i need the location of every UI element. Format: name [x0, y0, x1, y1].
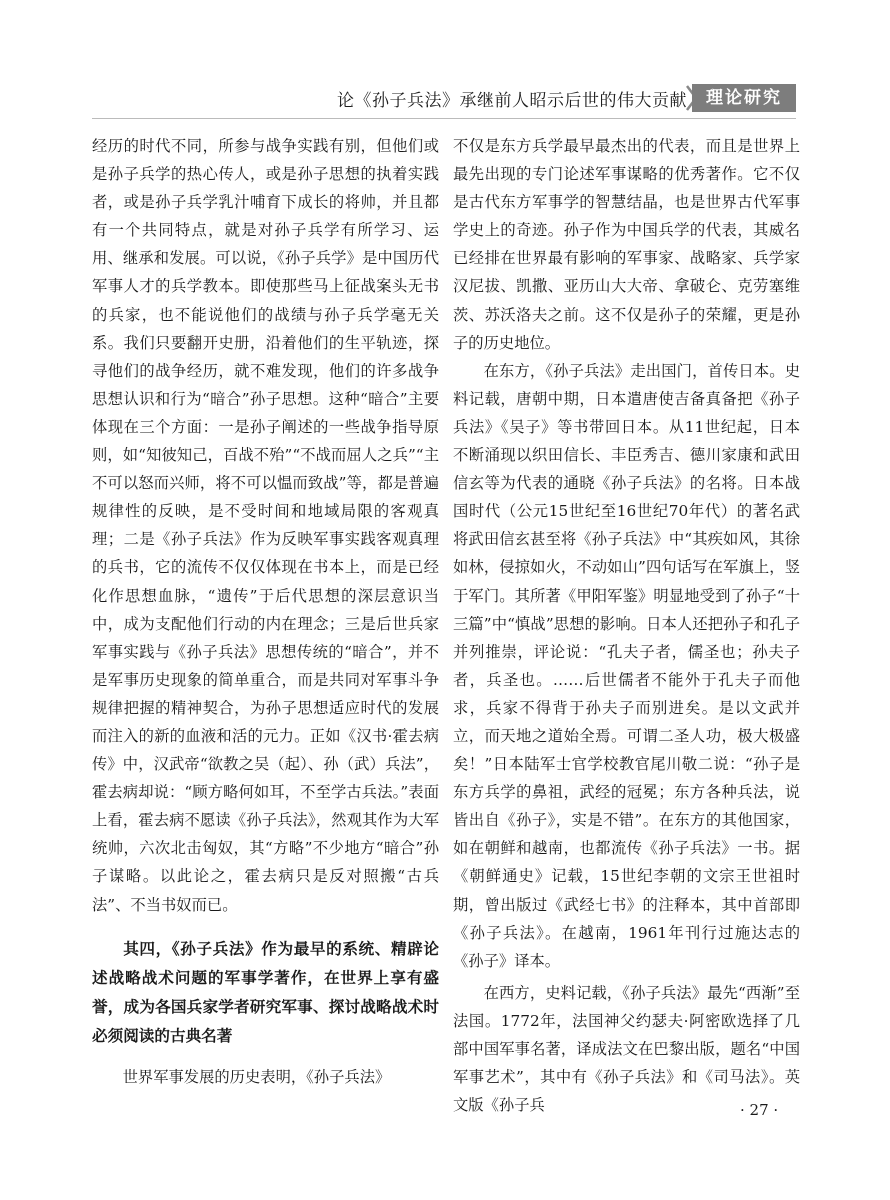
paragraph: 经历的时代不同，所参与战争实践有别，但他们或是孙子兵学的热心传人，或是孙子思想的执着实践者，或是孙子兵学乳汁哺育下成长的将帅，并且都有一个共同特点，就是对孙子兵学有所学习、运用、继承和发展。可以说，《孙子兵学》是中国历代军事人才的兵学教本。即使那些马上征战案头无书的兵家，也不能说他们的战绩与孙子兵学毫无关系。我们只要翻开史册，沿着他们的生平轨迹，探寻他们的战争经历，就不难发现，他们的许多战争思想认识和行为“暗合”孙子思想。这种“暗合”主要体现在三个方面：一是孙子阐述的一些战争指导原则，如“知彼知己，百战不殆”“不战而屈人之兵”“主不可以怒而兴师，将不可以愠而致战”等，都是普遍规律性的反映，是不受时间和地域局限的客观真理；二是《孙子兵法》作为反映军事实践客观真理的兵书，它的流传不仅仅体现在书本上，而是已经化作思想血脉，“遗传”于后代思想的深层意识当中，成为支配他们行动的内在理念；三是后世兵家军事实践与《孙子兵法》思想传统的“暗合”，并不是军事历史现象的简单重合，而是共同对军事斗争规律把握的精神契合，为孙子思想适应时代的发展而注入的新的血液和活的元力。正如《汉书·霍去病传》中，汉武帝“欲教之吴（起）、孙（武）兵法”，霍去病却说：“顾方略何如耳，不至学古兵法。”表面上看，霍去病不愿读《孙子兵法》，然观其作为大军统帅，六次北击匈奴，其“方略”不少地方“暗合”孙子谋略。以此论之，霍去病只是反对照搬“古兵法”、不当书奴而已。 — [92, 137, 439, 914]
running-header — [0, 80, 890, 116]
paragraph: 世界军事发展的历史表明，《孙子兵法》 — [122, 1067, 391, 1086]
page-number: · 27 · — [740, 1101, 779, 1119]
article-title: 论《孙子兵法》承继前人昭示后世的伟大贡献 — [337, 91, 687, 111]
paragraph: 在西方，史料记载，《孙子兵法》最先“西渐”至法国。1772年，法国神父约瑟夫·阿密欧选择了几部中国军事名著，译成法文在巴黎出版，题名“中国军事艺术”，其中有《孙子兵法》和《司马法》。英文版《孙子兵 — [453, 983, 800, 1115]
right-column — [453, 132, 800, 1119]
section-label: 理论研究 — [692, 84, 796, 112]
left-column — [92, 132, 439, 1091]
paragraph: 不仅是东方兵学最早最杰出的代表，而且是世界上最先出现的专门论述军事谋略的优秀著作。它不仅是古代东方军事学的智慧结晶，也是世界古代军事学史上的奇迹。孙子作为中国兵学的代表，其威名已经排在世界最有影响的军事家、战略家、兵学家汉尼拔、凯撒、亚历山大大帝、拿破仑、克劳塞维茨、苏沃洛夫之前。这不仅是孙子的荣耀，更是孙子的历史地位。 — [453, 137, 800, 352]
section-heading: 其四，《孙子兵法》作为最早的系统、精辟论述战略战术问题的军事学著作，在世界上享有盛誉，成为各国兵家学者研究军事、探讨战略战术时必须阅读的古典名著 — [92, 939, 439, 1045]
header-rule — [92, 118, 796, 119]
paragraph: 在东方，《孙子兵法》走出国门，首传日本。史料记载，唐朝中期，日本遣唐使吉备真备把《孙子兵法》《吴子》等书带回日本。从11世纪起，日本不断涌现以织田信长、丰臣秀吉、德川家康和武田信玄等为代表的通晓《孙子兵法》的名将。日本战国时代（公元15世纪至16世纪70年代）的著名武将武田信玄甚至将《孙子兵法》中“其疾如风，其徐如林，侵掠如火，不动如山”四句话写在军旗上，竖于军门。其所著《甲阳军鉴》明显地受到了孙子“十三篇”中“慎战”思想的影响。日本人还把孙子和孔子并列推崇，评论说：“孔夫子者，儒圣也；孙夫子者，兵圣也。……后世儒者不能外于孔夫子而他求，兵家不得背于孙夫子而别进矣。是以文武并立，而天地之道始全焉。可谓二圣人功，极大极盛矣！”日本陆军士官学校教官尾川敬二说：“孙子是东方兵学的鼻祖，武经的冠冕；东方各种兵法，说皆出自《孙子》，实是不错”。在东方的其他国家，如在朝鲜和越南，也都流传《孙子兵法》一书。据《朝鲜通史》记载，15世纪李朝的文宗王世祖时期，曾出版过《武经七书》的注释本，其中首部即《孙子兵法》。在越南，1961年刊行过施达志的《孙子》译本。 — [453, 361, 800, 970]
